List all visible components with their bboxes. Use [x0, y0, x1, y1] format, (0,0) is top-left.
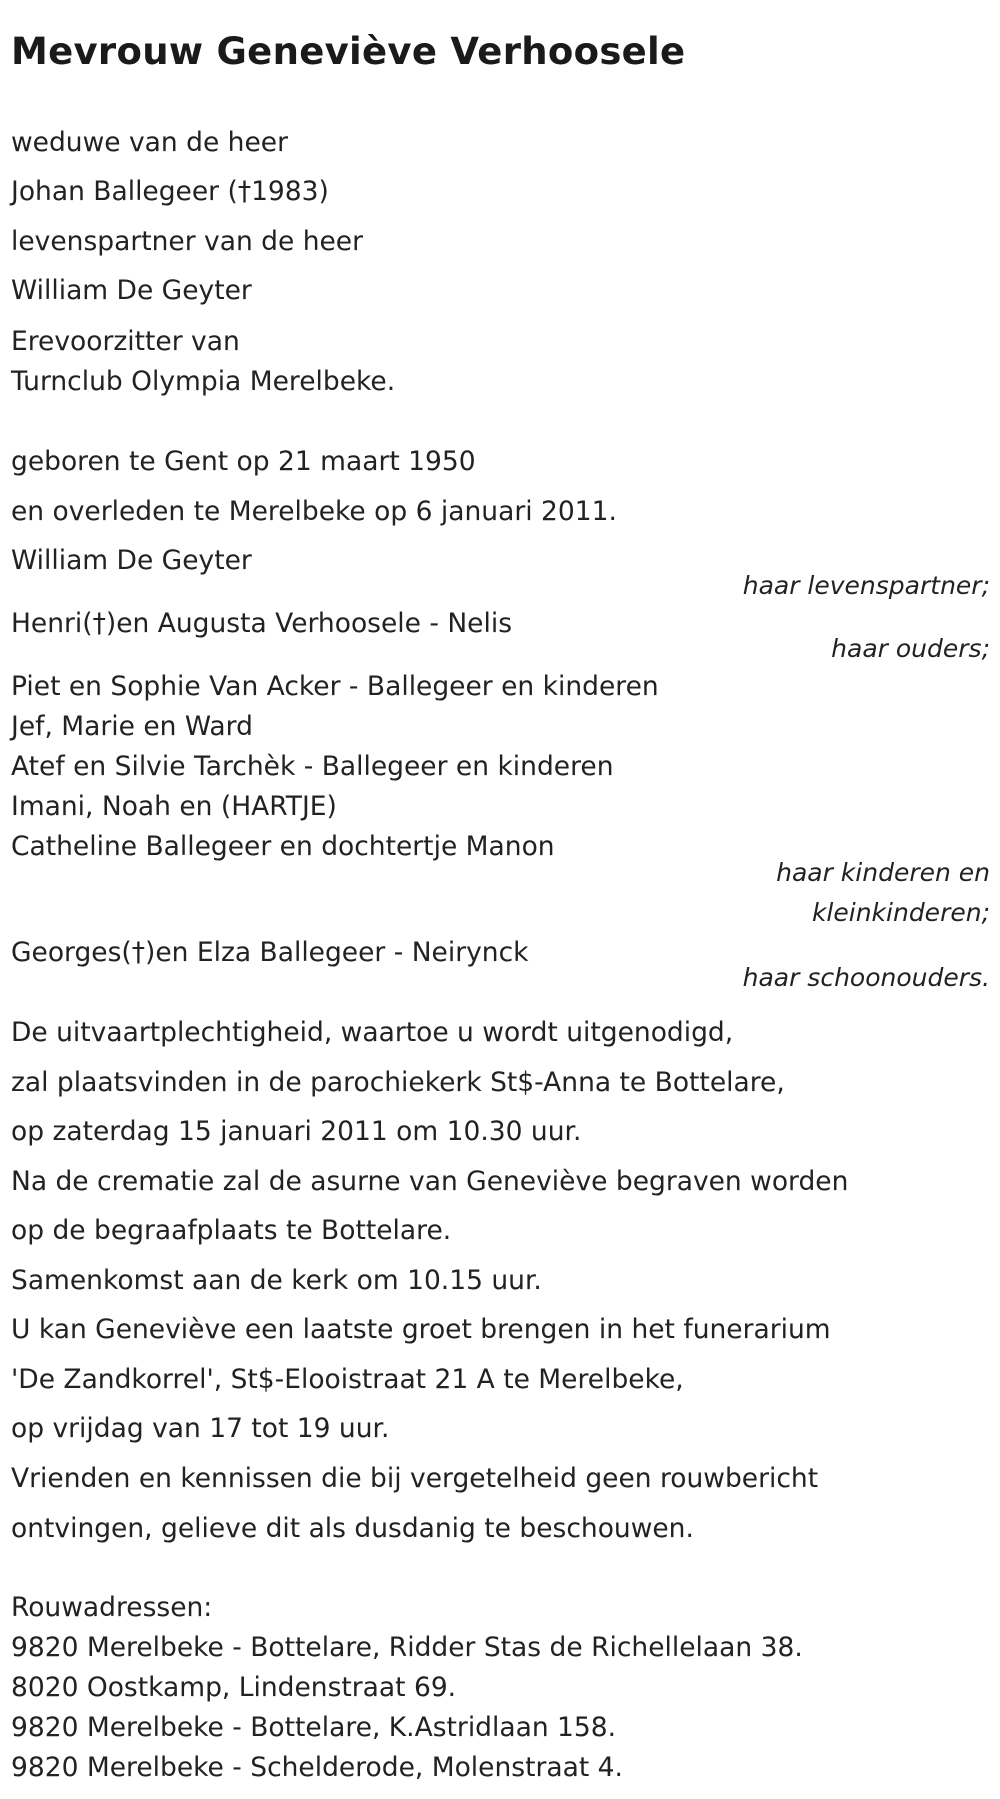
ceremony-line: Vrienden en kennissen die bij vergetelheid geen rouwbericht [11, 1463, 819, 1494]
children-line: Atef en Silvie Tarchèk - Ballegeer en kinderen [11, 751, 614, 782]
children-line: Piet en Sophie Van Acker - Ballegeer en kinderen [11, 671, 659, 702]
children-line: Jef, Marie en Ward [11, 711, 253, 742]
address-line: 8020 Oostkamp, Lindenstraat 69. [11, 1672, 457, 1703]
parents-role: haar ouders; [831, 634, 990, 663]
parents-names: Henri(†)en Augusta Verhoosele - Nelis [11, 608, 513, 639]
intro-line: Johan Ballegeer (†1983) [11, 176, 329, 207]
ceremony-line: Na de crematie zal de asurne van Geneviève begraven worden [11, 1166, 849, 1197]
address-line: 9820 Merelbeke - Bottelare, Ridder Stas de Richellelaan 38. [11, 1632, 803, 1663]
ceremony-line: ontvingen, gelieve dit als dusdanig te beschouwen. [11, 1513, 694, 1544]
page-title: Mevrouw Geneviève Verhoosele [11, 30, 686, 73]
partner-name: William De Geyter [11, 545, 252, 576]
ceremony-line: op de begraafplaats te Bottelare. [11, 1215, 452, 1246]
ceremony-line: U kan Geneviève een laatste groet brengen in het funerarium [11, 1314, 831, 1345]
intro-line: Erevoorzitter van [11, 326, 240, 357]
ceremony-line: Samenkomst aan de kerk om 10.15 uur. [11, 1265, 542, 1296]
ceremony-line: op vrijdag van 17 tot 19 uur. [11, 1413, 390, 1444]
children-role: haar kinderen en [776, 858, 990, 887]
ceremony-line: op zaterdag 15 januari 2011 om 10.30 uur. [11, 1116, 582, 1147]
death-line: en overleden te Merelbeke op 6 januari 2011. [11, 496, 617, 527]
ceremony-line: De uitvaartplechtigheid, waartoe u wordt uitgenodigd, [11, 1017, 734, 1048]
in-laws-names: Georges(†)en Elza Ballegeer - Neirynck [11, 937, 529, 968]
partner-role: haar levenspartner; [742, 571, 990, 600]
ceremony-line: zal plaatsvinden in de parochiekerk St$-Anna te Bottelare, [11, 1067, 785, 1098]
children-role: kleinkinderen; [811, 898, 990, 927]
children-line: Imani, Noah en (HARTJE) [11, 791, 337, 822]
addresses-label: Rouwadressen: [11, 1592, 213, 1623]
children-line: Catheline Ballegeer en dochtertje Manon [11, 831, 555, 862]
intro-line: weduwe van de heer [11, 127, 288, 158]
intro-line: Turnclub Olympia Merelbeke. [11, 366, 396, 397]
in-laws-role: haar schoonouders. [742, 963, 990, 992]
ceremony-line: 'De Zandkorrel', St$-Elooistraat 21 A te Merelbeke, [11, 1364, 684, 1395]
birth-line: geboren te Gent op 21 maart 1950 [11, 446, 476, 477]
address-line: 9820 Merelbeke - Bottelare, K.Astridlaan 158. [11, 1712, 617, 1743]
intro-line: levenspartner van de heer [11, 226, 364, 257]
intro-line: William De Geyter [11, 275, 252, 306]
address-line: 9820 Merelbeke - Schelderode, Molenstraat 4. [11, 1752, 623, 1783]
